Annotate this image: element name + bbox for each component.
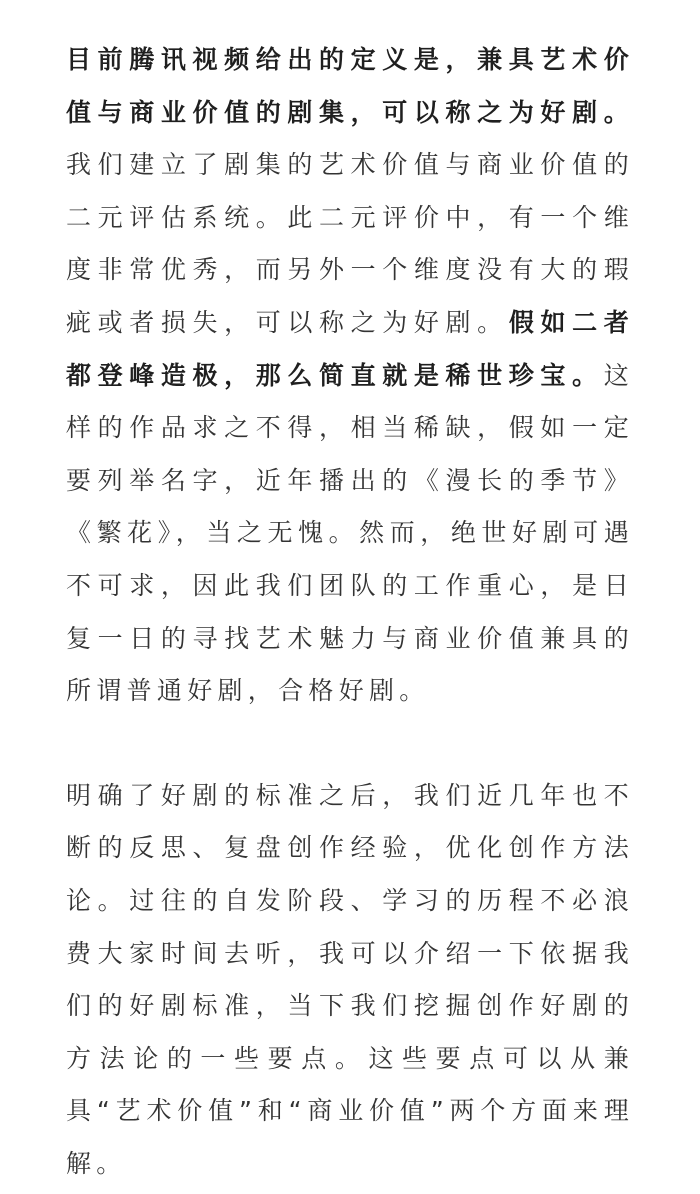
article-paragraph-1 [66, 34, 634, 718]
methodology-text: 明确了好剧的标准之后，我们近几年也不断的反思、复盘创作经验，优化创作方法论。过往的自发阶段、学习的历程不必浪费大家时间去听，我可以介绍一下依据我们的好剧标准，当下我们挖掘创作好剧的方法论的一些要点。这些要点可以从兼具“艺术价值”和“商业价值”两个方面来理解。 [66, 780, 634, 1178]
article-paragraph-2 [66, 770, 634, 1191]
examples-text: 这样的作品求之不得，相当稀缺，假如一定要列举名字，近年播出的《漫长的季节》《繁花》，当之无愧。然而，绝世好剧可遇不可求，因此我们团队的工作重心，是日复一日的寻找艺术魅力与商业价值兼具的所谓普通好剧，合格好剧。 [66, 360, 634, 706]
bold-treasure-sentence: 假如二者都登峰造极，那么简直就是稀世珍宝。 [66, 307, 634, 390]
bold-definition-sentence: 目前腾讯视频给出的定义是，兼具艺术价值与商业价值的剧集，可以称之为好剧。 [66, 45, 634, 127]
evaluation-system-text: 我们建立了剧集的艺术价值与商业价值的二元评估系统。此二元评价中，有一个维度非常优秀，而另外一个维度没有大的瑕疵或者损失，可以称之为好剧。 [66, 150, 634, 337]
